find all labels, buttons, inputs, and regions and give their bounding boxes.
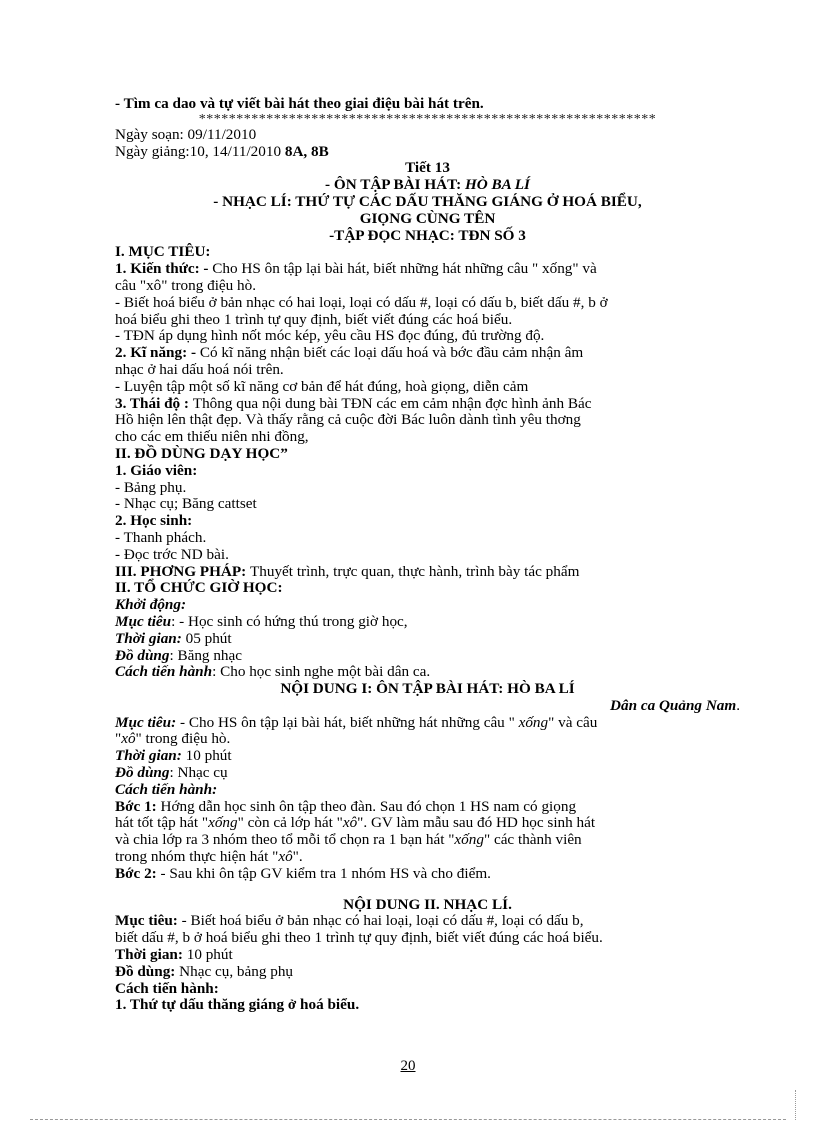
section-materials: II. ĐỒ DÙNG DẠY HỌC” (115, 444, 288, 462)
label: Mục tiêu: (115, 713, 180, 731)
value-italic: xống (518, 713, 549, 731)
value-italic: xống (208, 814, 238, 832)
value: " còn cả lớp hát " (237, 814, 343, 832)
attitude-text: Thông qua nội dung bài TĐN các em cảm nhận đợc hình ảnh Bác (192, 394, 592, 412)
content-1-heading: NỘI DUNG I: ÔN TẬP BÀI HÁT: HÒ BA LÍ (280, 680, 575, 698)
warmup-procedure (115, 664, 740, 681)
content-2-materials (115, 964, 740, 981)
prep-date: Ngày soạn: 09/11/2010 (115, 125, 257, 143)
section-objectives: I. MỤC TIÊU: (115, 243, 211, 261)
attitude-line (115, 396, 740, 413)
label: Cách tiến hành (115, 663, 213, 681)
value: ". (292, 848, 303, 866)
label: Mục tiêu: (115, 912, 182, 930)
label: Thời gian: (115, 747, 186, 765)
text-line: nhạc ở hai dấu hoá nói trên. (115, 360, 284, 378)
spacer (115, 883, 740, 897)
value: 05 phút (185, 629, 232, 647)
skills-text: Có kĩ năng nhận biết các loại dấu hoá và bớc đầu cảm nhận âm (199, 344, 584, 362)
teach-date (115, 144, 740, 161)
subsection-heading: 1. Thứ tự dấu thăng giáng ở hoá biểu. (115, 996, 360, 1014)
skills-line (115, 345, 740, 362)
text-line: - Luyện tập một số kĩ năng cơ bản để hát đúng, hoà giọng, diễn cảm (115, 377, 529, 395)
text-line: - Biết hoá biểu ở bản nhạc có hai loại, loại có dấu #, loại có dấu b, biết dấu #, b ở (115, 293, 608, 311)
value: : - Học sinh có hứng thú trong giờ học, (171, 612, 408, 630)
text-line: Hồ hiện lên thật đẹp. Và thấy rằng cả cuộc đời Bác luôn dành tình yêu thơng (115, 411, 581, 429)
class-names: 8A, 8B (284, 142, 329, 160)
song-origin-text: Dân ca Quảng Nam (610, 696, 737, 714)
content-2-objective (115, 913, 740, 930)
text-line: - Thanh phách. (115, 528, 207, 546)
warmup-heading: Khởi động: (115, 596, 187, 614)
text-line: hoá biểu ghi theo 1 trình tự quy định, biết viết đúng các hoá biểu. (115, 310, 513, 328)
value: ". GV làm mẫu sau đó HD học sinh hát (357, 814, 596, 832)
student-heading: 2. Học sinh: (115, 512, 193, 530)
teach-date-label: Ngày giảng:10, 14/11/2010 (115, 142, 285, 160)
methods-line (115, 564, 740, 581)
value-italic: xô (342, 814, 358, 832)
methods-label: III. PHƠNG PHÁP: (115, 562, 250, 580)
lesson-title-1-prefix: - ÔN TẬP BÀI HÁT: (325, 176, 465, 194)
content-1-objective-cont (115, 731, 740, 748)
value: : Cho học sinh nghe một bài dân ca. (212, 663, 431, 681)
attitude-label: 3. Thái độ : (115, 394, 193, 412)
text-line: - Đọc trớc ND bài. (115, 545, 229, 563)
value: trong nhóm thực hiện hát " (115, 848, 279, 866)
text-line: - Nhạc cụ; Băng cattset (115, 495, 257, 513)
label: Bớc 1: (115, 797, 161, 815)
label: Bớc 2: (115, 864, 161, 882)
section-organization: II. TỔ CHỨC GIỜ HỌC: (115, 579, 283, 597)
knowledge-text: Cho HS ôn tập lại bài hát, biết những hát những câu " xống" và (212, 260, 597, 278)
label: Đồ dùng (115, 764, 170, 782)
skills-label: 2. Kĩ năng: - (115, 344, 200, 362)
content-2-heading: NỘI DUNG II. NHẠC LÍ. (343, 895, 512, 913)
knowledge-line (115, 261, 740, 278)
lesson-title-4: -TẬP ĐỌC NHẠC: TĐN SỐ 3 (329, 226, 526, 244)
content-2-time (115, 947, 740, 964)
song-title: HÒ BA LÍ (464, 176, 530, 194)
label: Mục tiêu (115, 612, 172, 630)
label: Đồ dùng: (115, 962, 180, 980)
warmup-materials (115, 648, 740, 665)
intro-line: - Tìm ca dao và tự viết bài hát theo giai điệu bài hát trên. (115, 95, 484, 112)
value: : Băng nhạc (169, 646, 242, 664)
text-line: cho các em thiếu niên nhi đồng, (115, 428, 309, 446)
text-line: biết dấu #, b ở hoá biểu ghi theo 1 trình tự quy định, biết viết đúng các hoá biểu. (115, 929, 603, 947)
text-line: - Bảng phụ. (115, 478, 187, 496)
step-1-cont (115, 815, 740, 832)
lesson-title-3: GIỌNG CÙNG TÊN (359, 209, 496, 227)
methods-text: Thuyết trình, trực quan, thực hành, trình bày tác phẩm (250, 562, 580, 580)
value: - Biết hoá biểu ở bản nhạc có hai loại, loại có dấu #, loại có dấu b, (181, 912, 584, 930)
footer-divider (30, 1119, 786, 1120)
content-2-procedure-heading: Cách tiến hành: (115, 979, 219, 997)
separator-stars: ************************************************************* (198, 111, 657, 127)
value-italic: xô (278, 848, 293, 866)
value: hát tốt tập hát " (115, 814, 209, 832)
value: Hớng dẫn học sinh ôn tập theo đàn. Sau đó chọn 1 HS nam có giọng (160, 797, 577, 815)
content-1-objective (115, 715, 740, 732)
content-1-time (115, 748, 740, 765)
step-1-cont (115, 832, 740, 849)
step-2 (115, 866, 740, 883)
warmup-time (115, 631, 740, 648)
value: " và câu (548, 713, 598, 731)
text-line: - TĐN áp dụng hình nốt móc kép, yêu cầu HS đọc đúng, đủ trường độ. (115, 327, 545, 345)
value: " trong điệu hò. (135, 730, 231, 748)
value: " các thành viên (483, 831, 582, 849)
value: - Cho HS ôn tập lại bài hát, biết những hát những câu " (179, 713, 519, 731)
content-1-materials (115, 765, 740, 782)
step-1 (115, 799, 740, 816)
song-origin (115, 698, 740, 715)
knowledge-label: 1. Kiến thức: - (115, 260, 213, 278)
value-italic: xô (121, 730, 136, 748)
lesson-title-2: - NHẠC LÍ: THỨ TỰ CÁC DẤU THĂNG GIÁNG Ở HOÁ BIỂU, (213, 192, 642, 210)
value: - Sau khi ôn tập GV kiểm tra 1 nhóm HS và cho điểm. (160, 864, 491, 882)
lesson-title-1 (115, 177, 740, 194)
document-page (115, 96, 740, 1014)
value-italic: xống (454, 831, 484, 849)
value: 10 phút (185, 747, 232, 765)
label: Thời gian: (115, 629, 186, 647)
page-edge-marker (795, 1090, 796, 1120)
value: " (115, 730, 122, 748)
content-1-procedure-heading: Cách tiến hành: (115, 780, 218, 798)
value: 10 phút (186, 946, 233, 964)
label: Thời gian: (115, 946, 187, 964)
label: Đồ dùng (115, 646, 170, 664)
teacher-heading: 1. Giáo viên: (115, 461, 198, 479)
page-number: 20 (400, 1058, 416, 1074)
text-line: câu "xô" trong điệu hò. (115, 276, 257, 294)
value: : Nhạc cụ (169, 764, 228, 782)
value: và chia lớp ra 3 nhóm theo tổ mỗi tổ chọn ra 1 bạn hát " (115, 831, 455, 849)
warmup-objective (115, 614, 740, 631)
song-origin-dot: . (736, 696, 740, 714)
value: Nhạc cụ, bảng phụ (179, 962, 294, 980)
lesson-number: Tiết 13 (405, 159, 450, 177)
step-1-cont (115, 849, 740, 866)
